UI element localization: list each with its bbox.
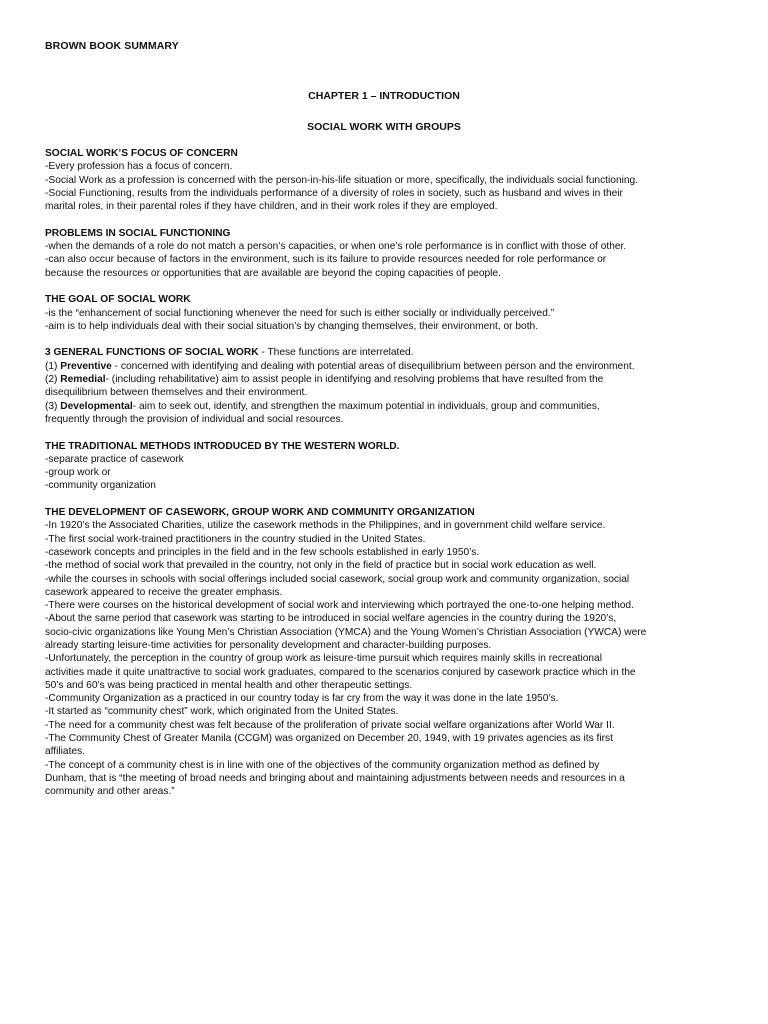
list-item: -group work or [45, 467, 111, 479]
function-developmental [45, 400, 729, 413]
list-item: -community organization [45, 480, 156, 492]
paragraph-line: community and other areas.” [45, 786, 175, 798]
function-text: - aim to seek out, identify, and strengthen the maximum potential in individuals, group and communities, [132, 400, 600, 412]
paragraph-line: -casework concepts and principles in the field and in the few schools established in early 1950’s. [45, 546, 480, 558]
paragraph-line: -It started as “community chest” work, which originated from the United States. [45, 706, 399, 718]
section-heading: THE DEVELOPMENT OF CASEWORK, GROUP WORK AND COMMUNITY ORGANIZATION [45, 507, 475, 519]
function-number: (1) [45, 360, 61, 372]
section-heading: 3 GENERAL FUNCTIONS OF SOCIAL WORK [45, 347, 259, 359]
paragraph-line: -There were courses on the historical development of social work and interviewing which portrayed the one-to-one helping method. [45, 600, 634, 612]
section-focus-of-concern [45, 147, 729, 213]
section-general-functions [45, 346, 729, 426]
function-text: - concerned with identifying and dealing with potential areas of disequilibrium between person and the environment. [111, 360, 635, 372]
section-heading: THE TRADITIONAL METHODS INTRODUCED BY THE WESTERN WORLD. [45, 440, 400, 452]
section-heading: THE GOAL OF SOCIAL WORK [45, 294, 191, 306]
paragraph-line: marital roles, in their parental roles if they have children, and in their work roles if they are employed. [45, 201, 498, 213]
function-continuation: disequilibrium between themselves and their environment. [45, 387, 308, 399]
section-problems [45, 227, 729, 280]
paragraph-line: -The need for a community chest was felt because of the proliferation of private social welfare organizations after World War II. [45, 719, 615, 731]
document-body [45, 147, 729, 812]
paragraph-line: -is the “enhancement of social functioning whenever the need for such is either socially or individually perceived.” [45, 307, 555, 319]
paragraph-line: already starting leisure-time activities for personality development and character-building purposes. [45, 639, 492, 651]
list-item: -separate practice of casework [45, 453, 184, 465]
paragraph-line: activities made it quite unattractive to social work graduates, compared to the scenarios conjured by casework practice which in the [45, 666, 636, 678]
paragraph-line: Dunham, that is “the meeting of broad needs and bringing about and maintaining adjustments between needs and resources in a [45, 772, 625, 784]
paragraph-line: casework appeared to receive the greater emphasis. [45, 586, 283, 598]
paragraph-line: 50’s and 60’s was being practiced in mental health and other therapeutic settings. [45, 679, 413, 691]
function-text: - (including rehabilitative) aim to assist people in identifying and resolving problems that have resulted from the [105, 374, 604, 386]
paragraph-line: -In 1920’s the Associated Charities, utilize the casework methods in the Philippines, and in government child welfare service. [45, 520, 606, 532]
function-number: (3) [45, 400, 61, 412]
paragraph-line: -The first social work-trained practitioners in the country studied in the United States. [45, 533, 426, 545]
section-heading: SOCIAL WORK’S FOCUS OF CONCERN [45, 148, 238, 159]
paragraph-line: because the resources or opportunities that are available are beyond the coping capacities of people. [45, 267, 501, 279]
section-heading: PROBLEMS IN SOCIAL FUNCTIONING [45, 227, 231, 239]
document-title: BROWN BOOK SUMMARY [45, 40, 179, 52]
paragraph-line: -Social Work as a profession is concerned with the person-in-his-life situation or more, specifically, the individuals social functioning. [45, 174, 639, 186]
paragraph-line: -while the courses in schools with social offerings included social casework, social group work and community organization, social [45, 573, 630, 585]
paragraph-line: affiliates. [45, 746, 86, 758]
paragraph-line: socio-civic organizations like Young Men’s Christian Association (YMCA) and the Young Women’s Christian Association (YWCA) were [45, 626, 647, 638]
function-term: Preventive [60, 360, 112, 372]
paragraph-line: -when the demands of a role do not match a person’s capacities, or when one’s role performance is in conflict with those of other. [45, 241, 627, 253]
paragraph-line: -About the same period that casework was starting to be introduced in social welfare agencies in the country during the 1920’s, [45, 613, 617, 625]
function-remedial [45, 373, 729, 386]
function-continuation: frequently through the provision of individual and social resources. [45, 413, 344, 425]
function-term: Remedial [60, 374, 106, 386]
paragraph-line: -can also occur because of factors in the environment, such is its failure to provide resources needed for role performance or [45, 254, 607, 266]
section-development [45, 506, 729, 799]
paragraph-line: -aim is to help individuals deal with their social situation’s by changing themselves, their environment, or both. [45, 320, 539, 332]
paragraph-line: -Community Organization as a practiced in our country today is far cry from the way it was done in the late 1950’s. [45, 693, 559, 705]
function-term: Developmental [60, 400, 133, 412]
paragraph-line: -the method of social work that prevailed in the country, not only in the field of practice but in social work education as well. [45, 560, 597, 572]
section-goal [45, 293, 729, 333]
chapter-heading: CHAPTER 1 – INTRODUCTION [308, 90, 460, 102]
paragraph-line: -The Community Chest of Greater Manila (CCGM) was organized on December 20, 1949, with 19 privates agencies as its first [45, 733, 613, 745]
section-heading-line [45, 346, 729, 359]
section-traditional-methods [45, 440, 729, 493]
function-number: (2) [45, 374, 61, 386]
paragraph-line: -Every profession has a focus of concern. [45, 161, 233, 173]
paragraph-line: -Social Functioning, results from the individuals performance of a diversity of roles in society, such as husband and wives in their [45, 187, 623, 199]
function-preventive [45, 360, 729, 373]
chapter-subtitle: SOCIAL WORK WITH GROUPS [307, 121, 461, 133]
paragraph-line: -The concept of a community chest is in line with one of the objectives of the community organization method as defined by [45, 759, 600, 771]
paragraph-line: -Unfortunately, the perception in the country of group work as leisure-time pursuit which requires mainly skills in recreational [45, 653, 602, 665]
section-heading-rest: - These functions are interrelated. [258, 347, 414, 359]
